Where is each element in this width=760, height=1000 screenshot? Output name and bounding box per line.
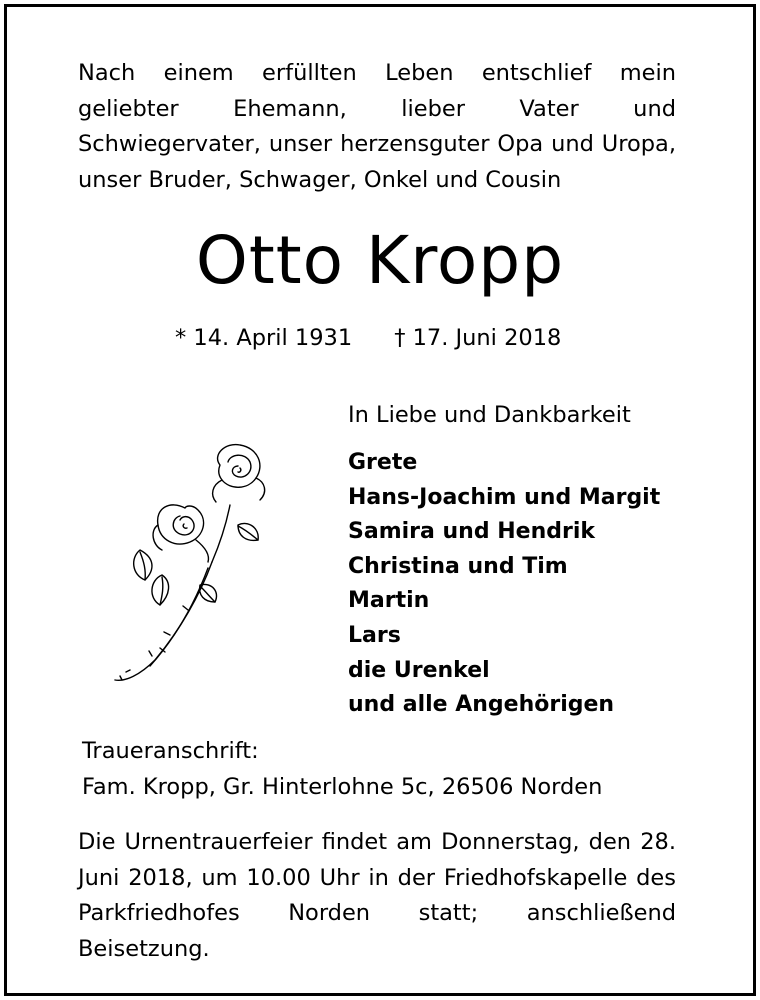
family-member: Martin (348, 588, 430, 614)
family-member: Christina und Tim (348, 553, 568, 579)
family-member: Hans-Joachim und Margit (348, 484, 661, 510)
life-dates (175, 320, 561, 356)
family-member: Lars (348, 622, 401, 648)
deceased-name: Otto Kropp (195, 222, 565, 299)
family-member: und alle Angehörigen (348, 692, 615, 718)
intro-text: Nach einem erfüllten Leben entschlief mein geliebter Ehemann, lieber Vater und Schwiegervater, unser herzensguter Opa und Uropa, unser Bruder, Schwager, Onkel und Cousin (78, 60, 676, 193)
death-date: † 17. Juni 2018 (394, 325, 562, 351)
address-label: Traueranschrift: (82, 738, 259, 764)
birth-date: * 14. April 1931 (175, 325, 353, 351)
family-list (348, 446, 660, 723)
family-member: Samira und Hendrik (348, 519, 596, 545)
thanks-line: In Liebe und Dankbarkeit (348, 402, 631, 428)
service-text: Die Urnentrauerfeier findet am Donnerstag, den 28. Juni 2018, um 10.00 Uhr in der Friedhofskapelle des Parkfriedhofes Norden statt; anschließend Beisetzung. (78, 829, 676, 962)
family-member: die Urenkel (348, 657, 490, 683)
address-block (82, 733, 682, 805)
rose-icon (100, 430, 280, 690)
family-member: Grete (348, 450, 418, 475)
address-text: Fam. Kropp, Gr. Hinterlohne 5c, 26506 Norden (82, 774, 603, 800)
